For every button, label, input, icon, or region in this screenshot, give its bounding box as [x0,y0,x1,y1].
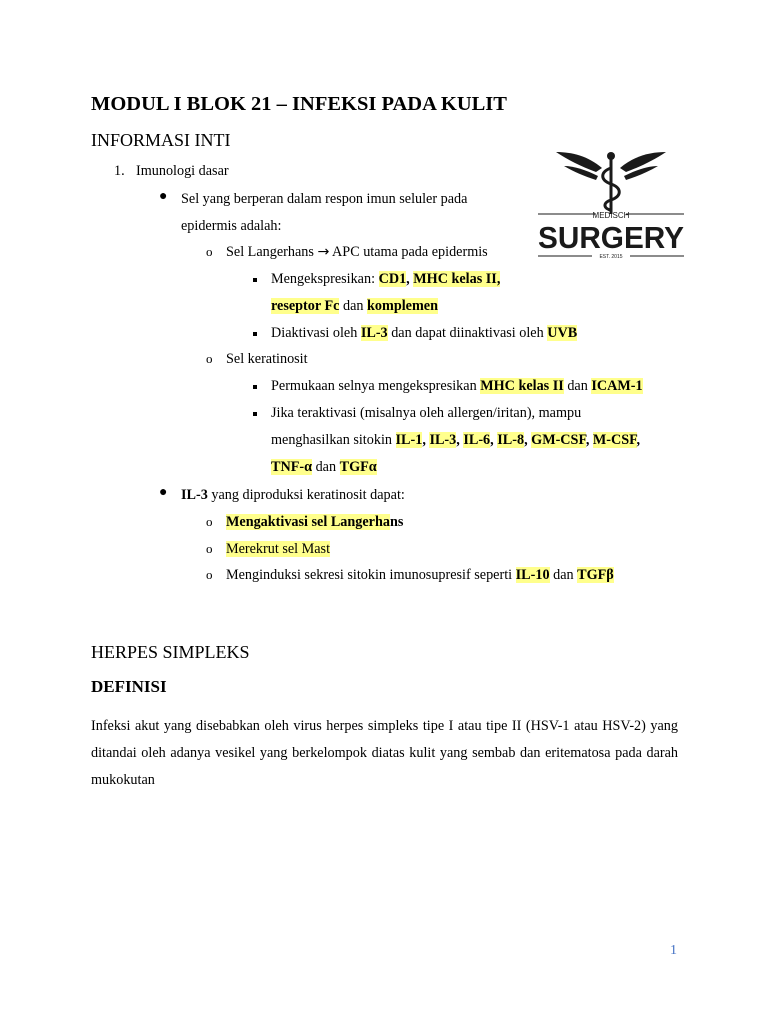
highlight-il8: IL-8 [497,432,525,448]
square-bullet-icon [253,278,257,282]
sub-item-langerhans [226,244,488,261]
circle-bullet-icon: o [206,514,213,529]
bullet-text-line1: Sel yang berperan dalam respon imun seluler pada [181,191,468,207]
highlight-m-csf: M-CSF [592,432,637,448]
text-span: Sel Langerhans [226,244,318,260]
highlight-komplemen: komplemen [367,298,438,314]
highlight-gm-csf: GM-CSF [531,432,586,448]
sub-item-keratinosit: Sel keratinosit [226,351,308,367]
highlight-il10: IL-10 [515,567,550,583]
detail-line [271,298,438,315]
list-item-imunologi: Imunologi dasar [136,163,229,179]
highlight-mengaktivasi: Mengaktivasi sel Langerha [226,514,390,530]
text-span: menghasilkan sitokin [271,432,396,448]
text-span: IL-3 [181,487,208,503]
text-span: ns [389,514,404,530]
square-bullet-icon [253,412,257,416]
detail-line [271,459,377,476]
text-span: Permukaan selnya mengekspresikan [271,378,481,394]
arrow-right-icon: → [317,244,330,260]
text-span: dan [549,567,578,583]
highlight-uvb: UVB [547,325,578,341]
text-span: , [422,432,430,448]
circle-bullet-icon: o [206,351,213,366]
circle-bullet-icon: o [206,541,213,556]
text-span: dan [312,459,340,475]
highlight-tnf-alpha: TNF-α [271,459,313,475]
detail-line [271,378,643,395]
sub-item-mengaktivasi [226,514,403,531]
detail-line: Jika teraktivasi (misalnya oleh allergen/iritan), mampu [271,405,582,421]
text-span: , [490,432,498,448]
highlight-il3: IL-3 [360,325,388,341]
highlight-tgf-beta: TGFβ [577,567,614,583]
section-heading-definisi: DEFINISI [91,677,167,696]
text-span: yang diproduksi keratinosit dapat: [207,487,405,503]
caduceus-icon [536,146,686,264]
text-span: Menginduksi sekresi sitokin imunosupresif seperti [226,567,516,583]
sub-item-merekrut [226,541,330,558]
highlight-mhc: MHC kelas II, [413,271,501,287]
highlight-tgf-alpha: TGFα [339,459,377,475]
text-span: Mengekspresikan: [271,271,379,287]
bullet-icon: ● [159,189,168,204]
text-span: , [524,432,532,448]
text-span: , [636,432,641,448]
text-span: Diaktivasi oleh [271,325,361,341]
highlight-cd1: CD1 [378,271,407,287]
document-title: MODUL I BLOK 21 – INFEKSI PADA KULIT [91,93,507,115]
highlight-il6: IL-6 [463,432,491,448]
highlight-mhc: MHC kelas II [480,378,564,394]
highlight-merekrut: Merekrut sel Mast [226,541,331,557]
highlight-il1: IL-1 [395,432,423,448]
detail-line [271,432,640,449]
detail-line [271,325,577,342]
list-number: 1. [114,163,125,179]
highlight-reseptor-fc: reseptor Fc [271,298,340,314]
sub-item-menginduksi [226,567,614,584]
text-span: , [456,432,464,448]
logo-surgery-text: SURGERY [538,220,685,255]
text-span: dan [563,378,592,394]
text-span: dan dapat diinaktivasi oleh [387,325,548,341]
logo-medisch-text: MEDISCH [592,211,630,220]
definition-paragraph: Infeksi akut yang disebabkan oleh virus herpes simpleks tipe I atau tipe II (HSV-1 atau HSV-2) yang ditandai oleh adanya vesikel yang berkelompok diatas kulit yang sembab dan eritematosa pada darah mukokutan [91,718,678,788]
bullet-il3 [181,487,405,504]
text-span: dan [339,298,368,314]
bullet-text-line2: epidermis adalah: [181,218,282,234]
medisch-surgery-logo [536,146,686,264]
text-span: , [585,432,593,448]
page-number: 1 [670,943,677,958]
square-bullet-icon [253,385,257,389]
detail-line [271,271,500,288]
circle-bullet-icon: o [206,244,213,259]
highlight-il3: IL-3 [429,432,457,448]
highlight-icam1: ICAM-1 [591,378,643,394]
circle-bullet-icon: o [206,567,213,582]
bullet-icon: ● [159,485,168,500]
logo-est-text: EST. 2015 [599,254,623,260]
text-span: , [406,271,414,287]
square-bullet-icon [253,332,257,336]
section-heading-informasi-inti: INFORMASI INTI [91,130,231,150]
section-heading-herpes: HERPES SIMPLEKS [91,642,250,662]
text-span: APC utama pada epidermis [329,244,488,260]
